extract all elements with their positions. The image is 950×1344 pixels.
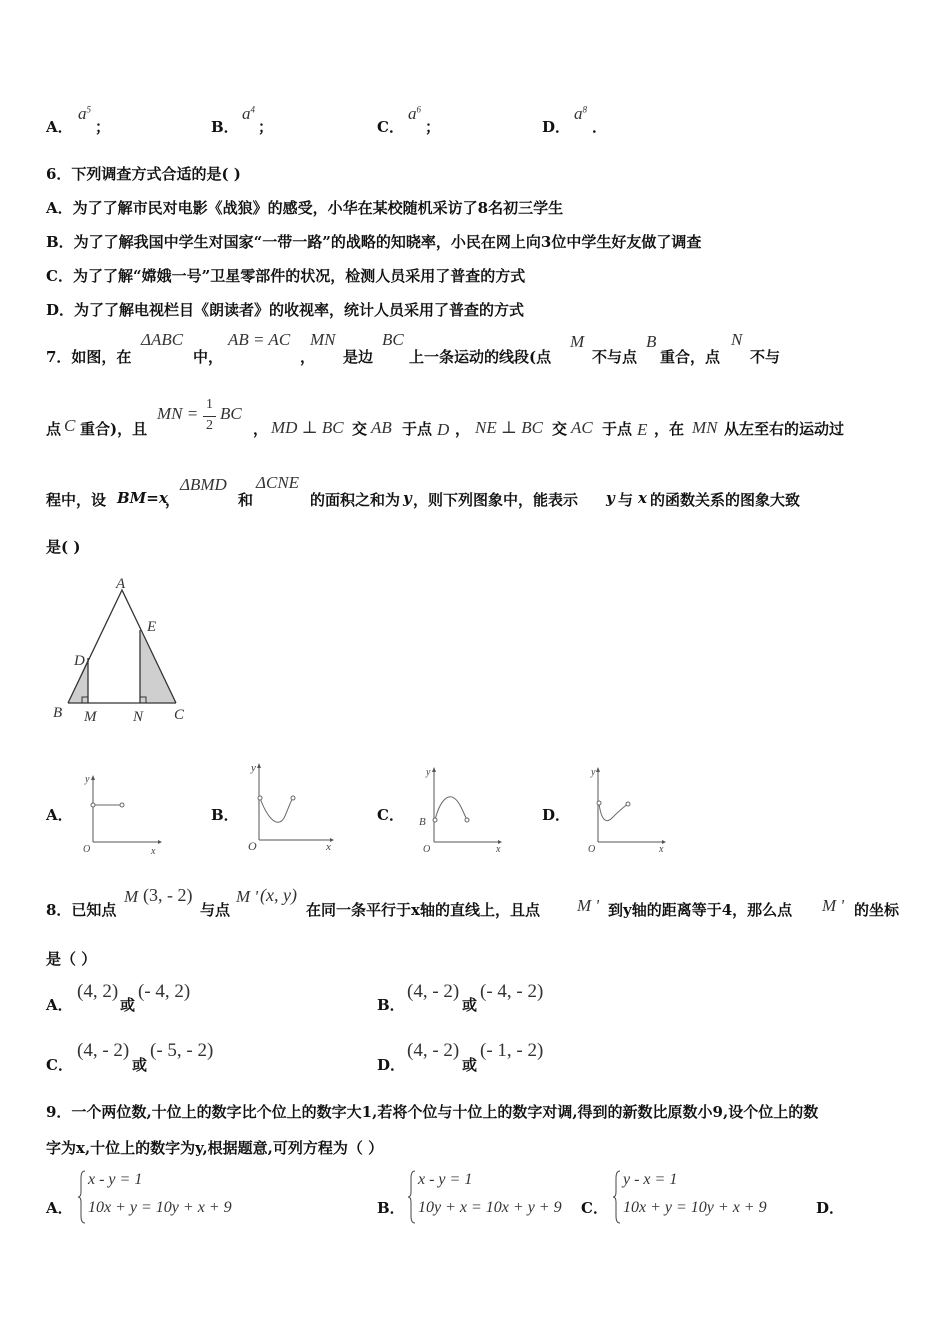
- q8-option-d-or: 或: [462, 1056, 478, 1074]
- y-arrow: [596, 767, 600, 772]
- q7-ab-eq-ac: AB = AC: [228, 330, 291, 349]
- q9-option-c-eq2: 10x + y = 10y + x + 9: [623, 1199, 767, 1216]
- q5-option-b-label: B．: [211, 118, 239, 136]
- q6-option-d: D．为了了解电视栏目《朗读者》的收视率，统计人员采用了普查的方式: [46, 301, 525, 319]
- q7-mn: MN: [692, 418, 718, 437]
- origin-label: O: [248, 839, 257, 853]
- q7-text: 重合，点: [660, 348, 721, 366]
- brace-icon: [613, 1170, 621, 1224]
- q7-bc: BC: [382, 330, 404, 349]
- y-label: y: [251, 762, 256, 774]
- q9-line2: 字为x,十位上的数字为y,根据题意,可列方程为（ ）: [46, 1139, 384, 1157]
- q7-mn: MN: [310, 330, 336, 349]
- q9-line1: 9．一个两位数,十位上的数字比个位上的数字大1,若将个位与十位上的数字对调,得到的新数比原数小9,设个位上的数: [46, 1103, 819, 1121]
- q7-point-m: M: [570, 332, 585, 351]
- q7-text: ，: [165, 491, 181, 509]
- q8-option-b-or: 或: [462, 996, 478, 1014]
- label-c: C: [174, 707, 185, 723]
- q7-text: ，: [455, 420, 471, 438]
- q8-point-m-prime: M ': [577, 896, 600, 915]
- q7-text: 和: [238, 491, 254, 509]
- q7-point-c: C: [64, 416, 76, 435]
- q9-option-c-label: C．: [581, 1199, 608, 1217]
- q7-text: 不与点: [592, 348, 638, 366]
- q8-text: 到y轴的距离等于4，那么点: [608, 901, 793, 919]
- q8-option-a-or: 或: [120, 996, 136, 1014]
- q9-option-b-eq1: x - y = 1: [418, 1171, 473, 1188]
- open-point: [433, 818, 437, 822]
- q7-ab: AB: [371, 418, 392, 437]
- q8-text: 在同一条平行于x轴的直线上，且点: [306, 901, 540, 919]
- brace-icon: [78, 1170, 86, 1224]
- q7-option-b-label: B．: [211, 806, 239, 824]
- y-label: y: [591, 767, 596, 778]
- q5-option-c-expr: $a^6$: [408, 104, 421, 123]
- y-arrow: [91, 775, 95, 780]
- q7-text: 从左至右的运动过: [724, 420, 845, 438]
- q7-text: 交: [552, 420, 568, 438]
- q7-point-d: D: [437, 420, 450, 439]
- brace-icon: [408, 1170, 416, 1224]
- y-arrow: [432, 767, 436, 772]
- q8-option-c-p1: (4, - 2): [77, 1040, 130, 1061]
- q7-triangle-figure: [40, 570, 200, 730]
- q7-text: 不与: [750, 348, 781, 366]
- q8-option-d-p2: (- 1, - 2): [480, 1040, 544, 1061]
- q7-text: 于点: [402, 420, 433, 438]
- q7-text: ，则下列图象中，能表示: [413, 491, 579, 509]
- q7-graph-b: [242, 758, 337, 858]
- q6-option-c: C．为了了解“嫦娥一号”卫星零部件的状况，检测人员采用了普查的方式: [46, 267, 526, 285]
- q7-text: ，: [300, 348, 316, 366]
- open-point: [597, 801, 601, 805]
- q8-point-m-prime: M ': [822, 896, 845, 915]
- q8-option-a-label: A．: [46, 996, 73, 1014]
- q7-text: 与: [618, 491, 634, 509]
- q7-graph-c: [412, 762, 507, 857]
- q8-option-a-p1: (4, 2): [77, 981, 119, 1002]
- q5-option-d-label: D．: [542, 118, 571, 136]
- q9-option-a-eq2: 10x + y = 10y + x + 9: [88, 1199, 232, 1216]
- q9-option-a-label: A．: [46, 1199, 73, 1217]
- q8-text: 的坐标: [854, 901, 900, 919]
- label-b: B: [53, 705, 63, 721]
- graph-curve: [435, 797, 467, 820]
- q7-bc: BC: [220, 404, 242, 423]
- q7-frac-den: 2: [206, 418, 213, 433]
- open-point: [120, 803, 124, 807]
- q5-option-d-expr: $a^8$: [574, 104, 587, 123]
- x-label: x: [659, 844, 664, 855]
- q8-option-b-label: B．: [377, 996, 405, 1014]
- q7-line4: 是( ): [46, 538, 81, 556]
- x-label: x: [326, 841, 331, 853]
- q7-frac-bar: [203, 416, 216, 417]
- origin-label: O: [588, 844, 596, 855]
- q7-text: ，: [253, 420, 269, 438]
- q5-option-a-expr: $a^5$: [78, 104, 91, 123]
- label-m: M: [84, 709, 97, 725]
- q7-var-y: y: [403, 489, 412, 507]
- q8-option-d-p1: (4, - 2): [407, 1040, 460, 1061]
- y-label: y: [426, 767, 431, 778]
- q9-option-a-eq1: x - y = 1: [88, 1171, 143, 1188]
- q7-option-a-label: A．: [46, 806, 73, 824]
- open-point: [258, 796, 262, 800]
- open-point: [291, 796, 295, 800]
- q9-option-b-label: B．: [377, 1199, 405, 1217]
- q6-option-a: A．为了了解市民对电影《战狼》的感受，小华在某校随机采访了8名初三学生: [46, 199, 564, 217]
- q9-option-b-eq2: 10y + x = 10x + y + 9: [418, 1199, 562, 1216]
- point-b-label: B: [419, 816, 426, 828]
- q8-text: 与点: [200, 901, 231, 919]
- label-d: D: [74, 653, 85, 669]
- q6-stem: 6．下列调查方式合适的是( ): [46, 165, 241, 183]
- q6-option-b: B．为了了解我国中学生对国家“一带一路”的战略的知晓率，小民在网上向3位中学生好友做了调查: [46, 233, 702, 251]
- q5-option-a-end: ；: [95, 118, 111, 136]
- q7-bm-x: BM=x: [117, 489, 168, 507]
- q7-option-d-label: D．: [542, 806, 571, 824]
- q5-option-b-end: ；: [258, 118, 274, 136]
- q7-text: ，在: [654, 420, 685, 438]
- q8-option-b-p2: (- 4, - 2): [480, 981, 544, 1002]
- q5-option-a-label: A．: [46, 118, 73, 136]
- q7-text: 的函数关系的图象大致: [650, 491, 801, 509]
- q7-graph-a: [80, 770, 165, 860]
- q7-point-b: B: [646, 332, 657, 351]
- q8-text: 8．已知点: [46, 901, 117, 919]
- q7-text: 重合)，且: [80, 420, 148, 438]
- q8-option-c-or: 或: [132, 1056, 148, 1074]
- q7-text: 是边: [343, 348, 374, 366]
- q7-graph-d: [582, 762, 672, 857]
- q5-option-d-end: ．: [592, 118, 608, 136]
- origin-label: O: [423, 844, 431, 855]
- q7-text: 中，: [193, 348, 224, 366]
- open-point: [465, 818, 469, 822]
- label-n: N: [133, 709, 144, 725]
- q8-m-prime-coord: (x, y): [260, 885, 297, 905]
- q9-option-d-label: D．: [816, 1199, 845, 1217]
- q7-text: 交: [352, 420, 368, 438]
- q7-md-perp-bc: MD ⊥ BC: [271, 418, 344, 437]
- q5-option-c-label: C．: [377, 118, 404, 136]
- q7-ac: AC: [571, 418, 593, 437]
- label-a: A: [116, 576, 126, 592]
- x-arrow: [158, 840, 162, 844]
- q8-line2: 是（ ）: [46, 950, 97, 968]
- q7-point-e: E: [637, 420, 648, 439]
- q7-ne-perp-bc: NE ⊥ BC: [475, 418, 543, 437]
- q8-option-b-p1: (4, - 2): [407, 981, 460, 1002]
- q7-mn-eq: MN =: [157, 404, 199, 423]
- x-label: x: [151, 846, 156, 857]
- q7-line1-num: 7．如图，在: [46, 348, 132, 366]
- open-point: [91, 803, 95, 807]
- q7-triangle-bmd: ΔBMD: [180, 475, 227, 494]
- q7-point-n: N: [731, 330, 743, 349]
- origin-label: O: [83, 844, 91, 855]
- q7-frac-num: 1: [206, 397, 213, 412]
- open-point: [626, 802, 630, 806]
- q7-text: 的面积之和为: [310, 491, 401, 509]
- q7-text: 程中，设: [46, 491, 107, 509]
- y-arrow: [257, 763, 261, 768]
- q9-option-c-eq1: y - x = 1: [623, 1171, 678, 1188]
- q8-point-m-prime: M ': [236, 887, 259, 906]
- q8-m-coord: (3, - 2): [143, 885, 193, 905]
- q7-text: 点: [46, 420, 62, 438]
- q7-text: 于点: [602, 420, 633, 438]
- graph-curve: [599, 803, 628, 821]
- q5-option-c-end: ；: [425, 118, 441, 136]
- q8-option-c-label: C．: [46, 1056, 73, 1074]
- x-label: x: [496, 844, 501, 855]
- q7-var-y: y: [606, 489, 615, 507]
- y-label: y: [85, 774, 90, 785]
- q7-var-x: x: [638, 489, 647, 507]
- q5-option-b-expr: $a^4$: [242, 104, 255, 123]
- q7-text: 上一条运动的线段(点: [409, 348, 552, 366]
- graph-curve: [260, 798, 293, 822]
- q8-option-a-p2: (- 4, 2): [138, 981, 191, 1002]
- q7-option-c-label: C．: [377, 806, 404, 824]
- q7-triangle-abc: ΔABC: [141, 330, 184, 349]
- q8-option-d-label: D．: [377, 1056, 406, 1074]
- label-e: E: [147, 619, 157, 635]
- q8-option-c-p2: (- 5, - 2): [150, 1040, 214, 1061]
- q7-triangle-cne: ΔCNE: [256, 473, 300, 492]
- q8-point-m: M: [124, 887, 139, 906]
